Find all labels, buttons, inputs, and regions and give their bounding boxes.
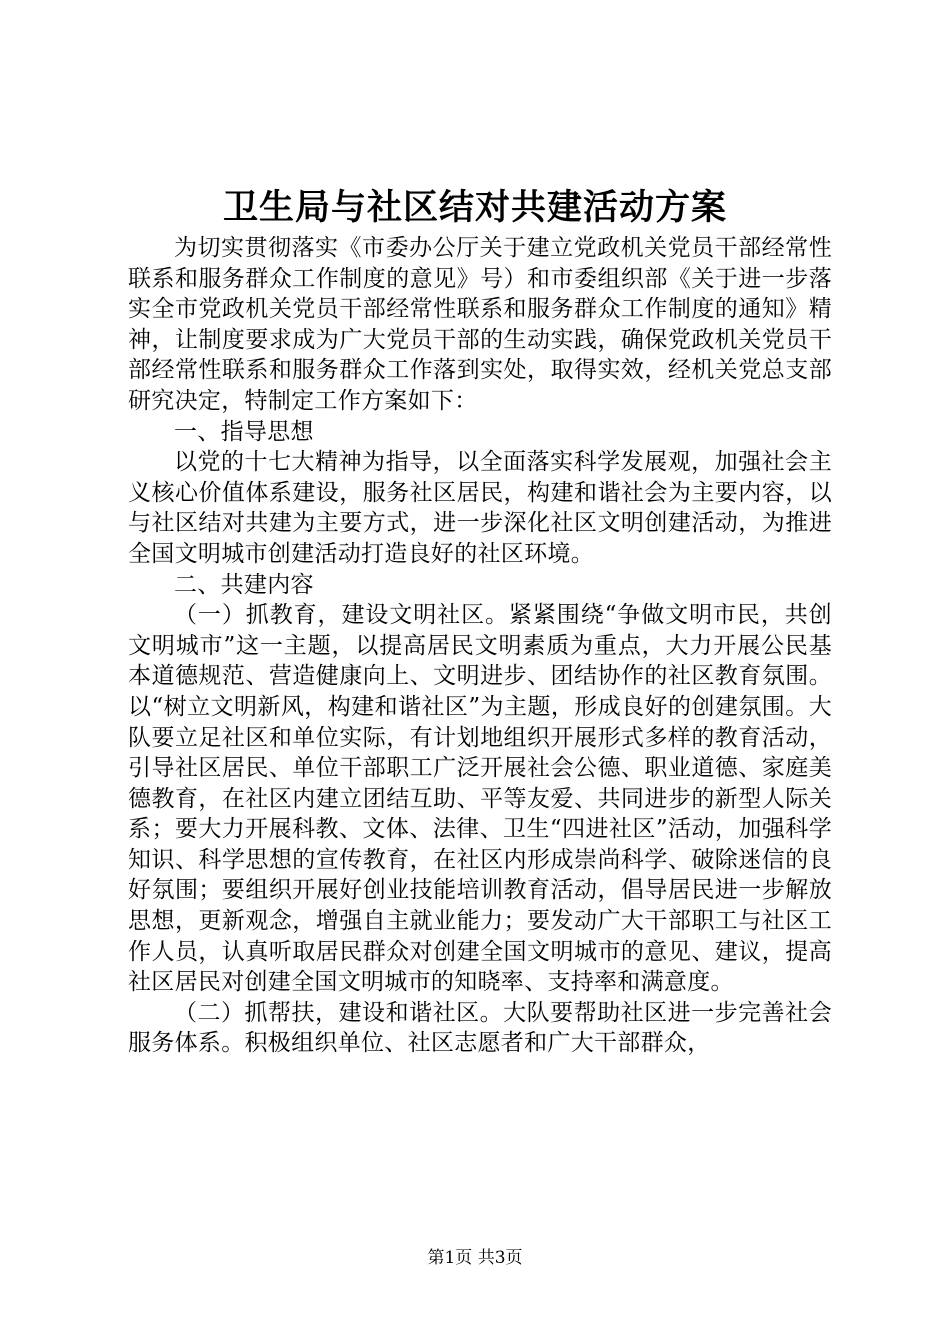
paragraph-item-education: （一）抓教育，建设文明社区。紧紧围绕“争做文明市民，共创文明城市”这一主题，以提高居民文明素质为重点，大力开展公民基本道德规范、营造健康向上、文明进步、团结协作的社区教育氛围。以“树立文明新风，构建和谐社区”为主题，形成良好的创建氛围。大队要立足社区和单位实际，有计划地组织开展形式多样的教育活动，引导社区居民、单位干部职工广泛开展社会公德、职业道德、家庭美德教育，在社区内建立团结互助、平等友爱、共同进步的新型人际关系；要大力开展科教、文体、法律、卫生“四进社区”活动，加强科学知识、科学思想的宣传教育，在社区内形成崇尚科学、破除迷信的良好氛围；要组织开展好创业技能培训教育活动，倡导居民进一步解放思想，更新观念，增强自主就业能力；要发动广大干部职工与社区工作人员，认真听取居民群众对创建全国文明城市的意见、建议，提高社区居民对创建全国文明城市的知晓率、支持率和满意度。 xyxy=(128,602,832,996)
paragraph-item-assistance: （二）抓帮扶，建设和谐社区。大队要帮助社区进一步完善社会服务体系。积极组织单位、社区志愿者和广大干部群众， xyxy=(128,999,832,1057)
document-body xyxy=(128,233,832,1059)
section-heading-joint-content: 二、共建内容 xyxy=(174,571,314,598)
paragraph-intro: 为切实贯彻落实《市委办公厅关于建立党政机关党员干部经常性联系和服务群众工作制度的意见》号）和市委组织部《关于进一步落实全市党政机关党员干部经常性联系和服务群众工作制度的通知》精神，让制度要求成为广大党员干部的生动实践，确保党政机关党员干部经常性联系和服务群众工作落到实处，取得实效，经机关党总支部研究决定，特制定工作方案如下： xyxy=(128,235,832,414)
page-footer: 第1页 共3页 xyxy=(427,1248,523,1268)
document-title: 卫生局与社区结对共建活动方案 xyxy=(222,188,727,228)
paragraph-guiding-thought: 以党的十七大精神为指导，以全面落实科学发展观，加强社会主义核心价值体系建设，服务社区居民，构建和谐社会为主要内容，以与社区结对共建为主要方式，进一步深化社区文明创建活动，为推进全国文明城市创建活动打造良好的社区环境。 xyxy=(128,449,832,567)
section-heading-guiding-thought: 一、指导思想 xyxy=(174,418,314,445)
